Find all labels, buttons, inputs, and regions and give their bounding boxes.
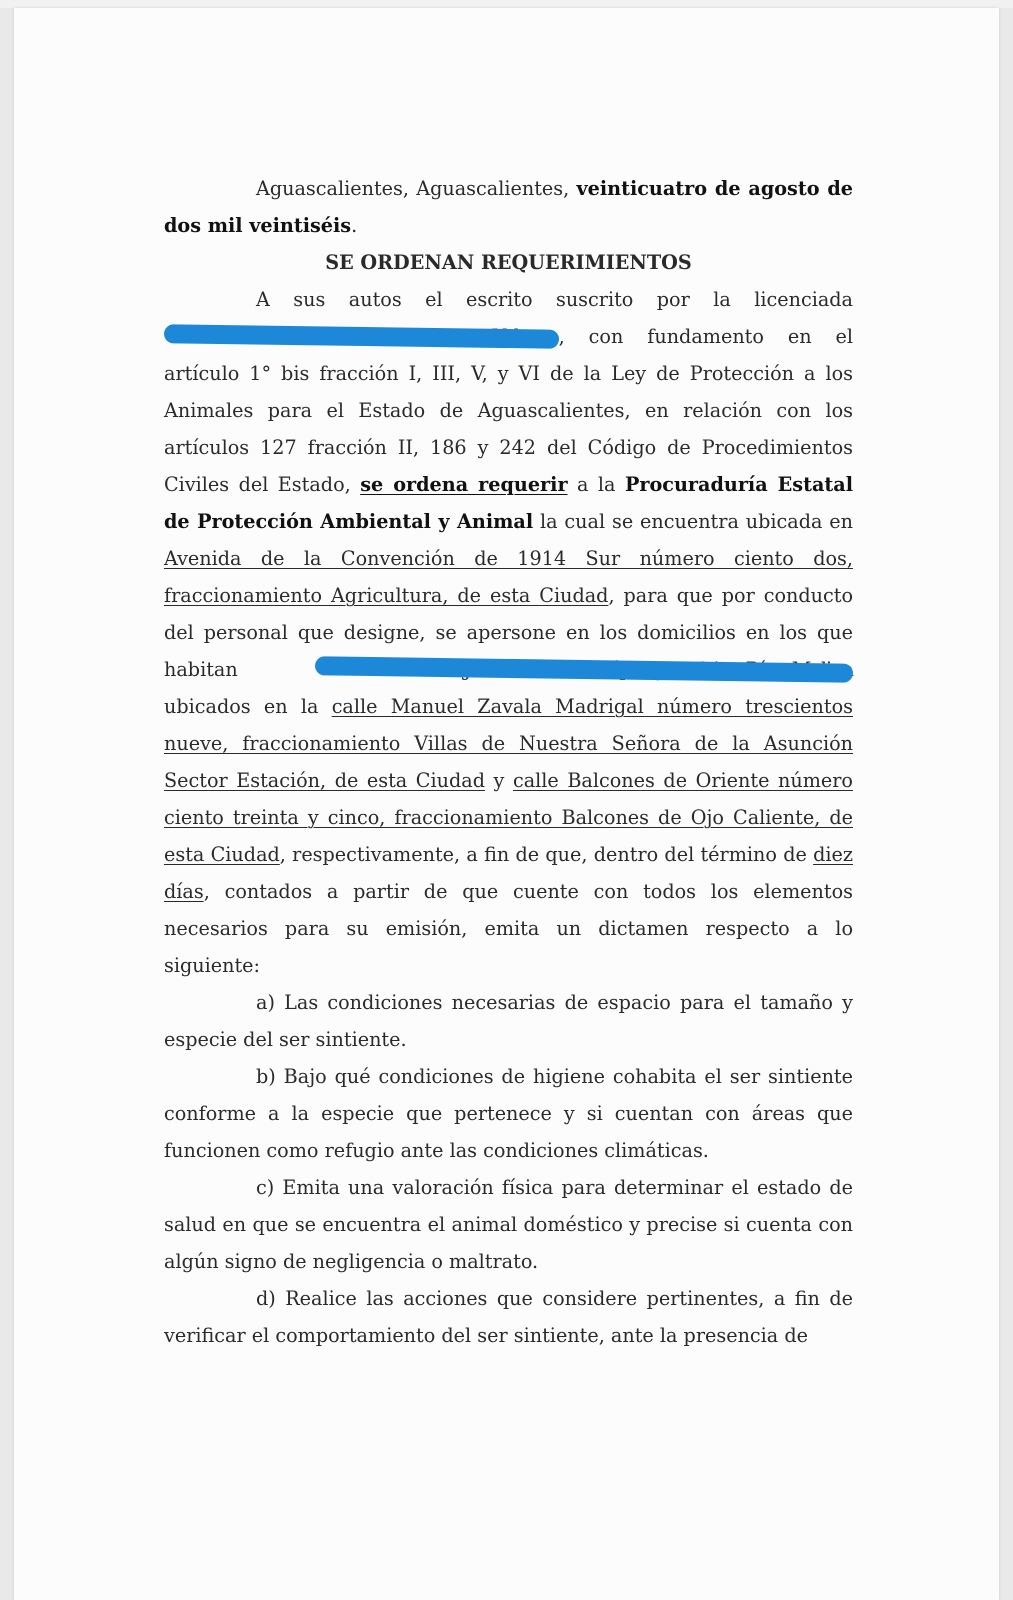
address-2: calle Balcones de Oriente número ciento treinta y cinco, fraccionamiento Balcones de Ojo Caliente, de esta Ciudad (164, 769, 853, 866)
date-place: Aguascalientes, Aguascalientes, (256, 177, 577, 200)
date-paragraph (164, 170, 853, 244)
section-heading: SE ORDENAN REQUERIMIENTOS (325, 251, 692, 274)
address-1: calle Manuel Zavala Madrigal número trescientos nueve, fraccionamiento Villas de Nuestra Señora de la Asunción Sector Estación, de esta Ciudad (164, 695, 853, 792)
document-body (164, 170, 853, 1354)
text-run: a la (567, 473, 625, 496)
authority-address: Avenida de la Convención de 1914 Sur número ciento dos, fraccionamiento Agricultura, de esta Ciudad (164, 547, 853, 607)
text-run: , contados a partir de que cuente con todos los elementos necesarios para su emisión, emita un dictamen respecto a lo siguiente: (164, 880, 853, 977)
list-item-a: a) Las condiciones necesarias de espacio para el tamaño y especie del ser sintiente. (164, 991, 853, 1051)
text-run: la cual se encuentra ubicada en (533, 510, 853, 533)
text-run: , respectivamente, a fin de que, dentro del término de (279, 843, 814, 866)
text-run: , con fundamento en el artículo 1° bis fracción I, III, V, y VI de la Ley de Protección a los Animales para el Estado de Aguascalientes, en relación con los artículos 127 fracción II, 186 y 242 del Código de Procedimientos Civiles del Estado, (164, 325, 853, 496)
redacted-name-2 (315, 651, 853, 688)
list-item-c: c) Emita una valoración física para determinar el estado de salud en que se encuentra el animal doméstico y precise si cuenta con algún signo de negligencia o maltrato. (164, 1176, 853, 1273)
date-period: . (351, 214, 358, 237)
text-run: y (484, 769, 513, 792)
redacted-name-1 (164, 318, 559, 355)
text-run: ubicados en la (164, 695, 332, 718)
authority-name: Procuraduría Estatal de Protección Ambiental y Animal (164, 473, 853, 533)
order-phrase: se ordena requerir (360, 473, 568, 496)
deadline: diez días (164, 843, 853, 903)
main-paragraph (164, 281, 853, 984)
date-text: veinticuatro de agosto de dos mil veintiséis (164, 177, 853, 237)
list-item-b: b) Bajo qué condiciones de higiene cohabita el ser sintiente conforme a la especie que pertenece y si cuentan con áreas que funcionen como refugio ante las condiciones climáticas. (164, 1065, 853, 1162)
list-item-d: d) Realice las acciones que considere pertinentes, a fin de verificar el comportamiento del ser sintiente, ante la presencia de (164, 1287, 853, 1347)
viewer-top-bar (0, 0, 1013, 8)
text-run: , para que por conducto del personal que designe, se apersone en los domicilios en los que habitan (164, 584, 854, 681)
text-run: A sus autos el escrito suscrito por la licenciada (256, 288, 853, 311)
